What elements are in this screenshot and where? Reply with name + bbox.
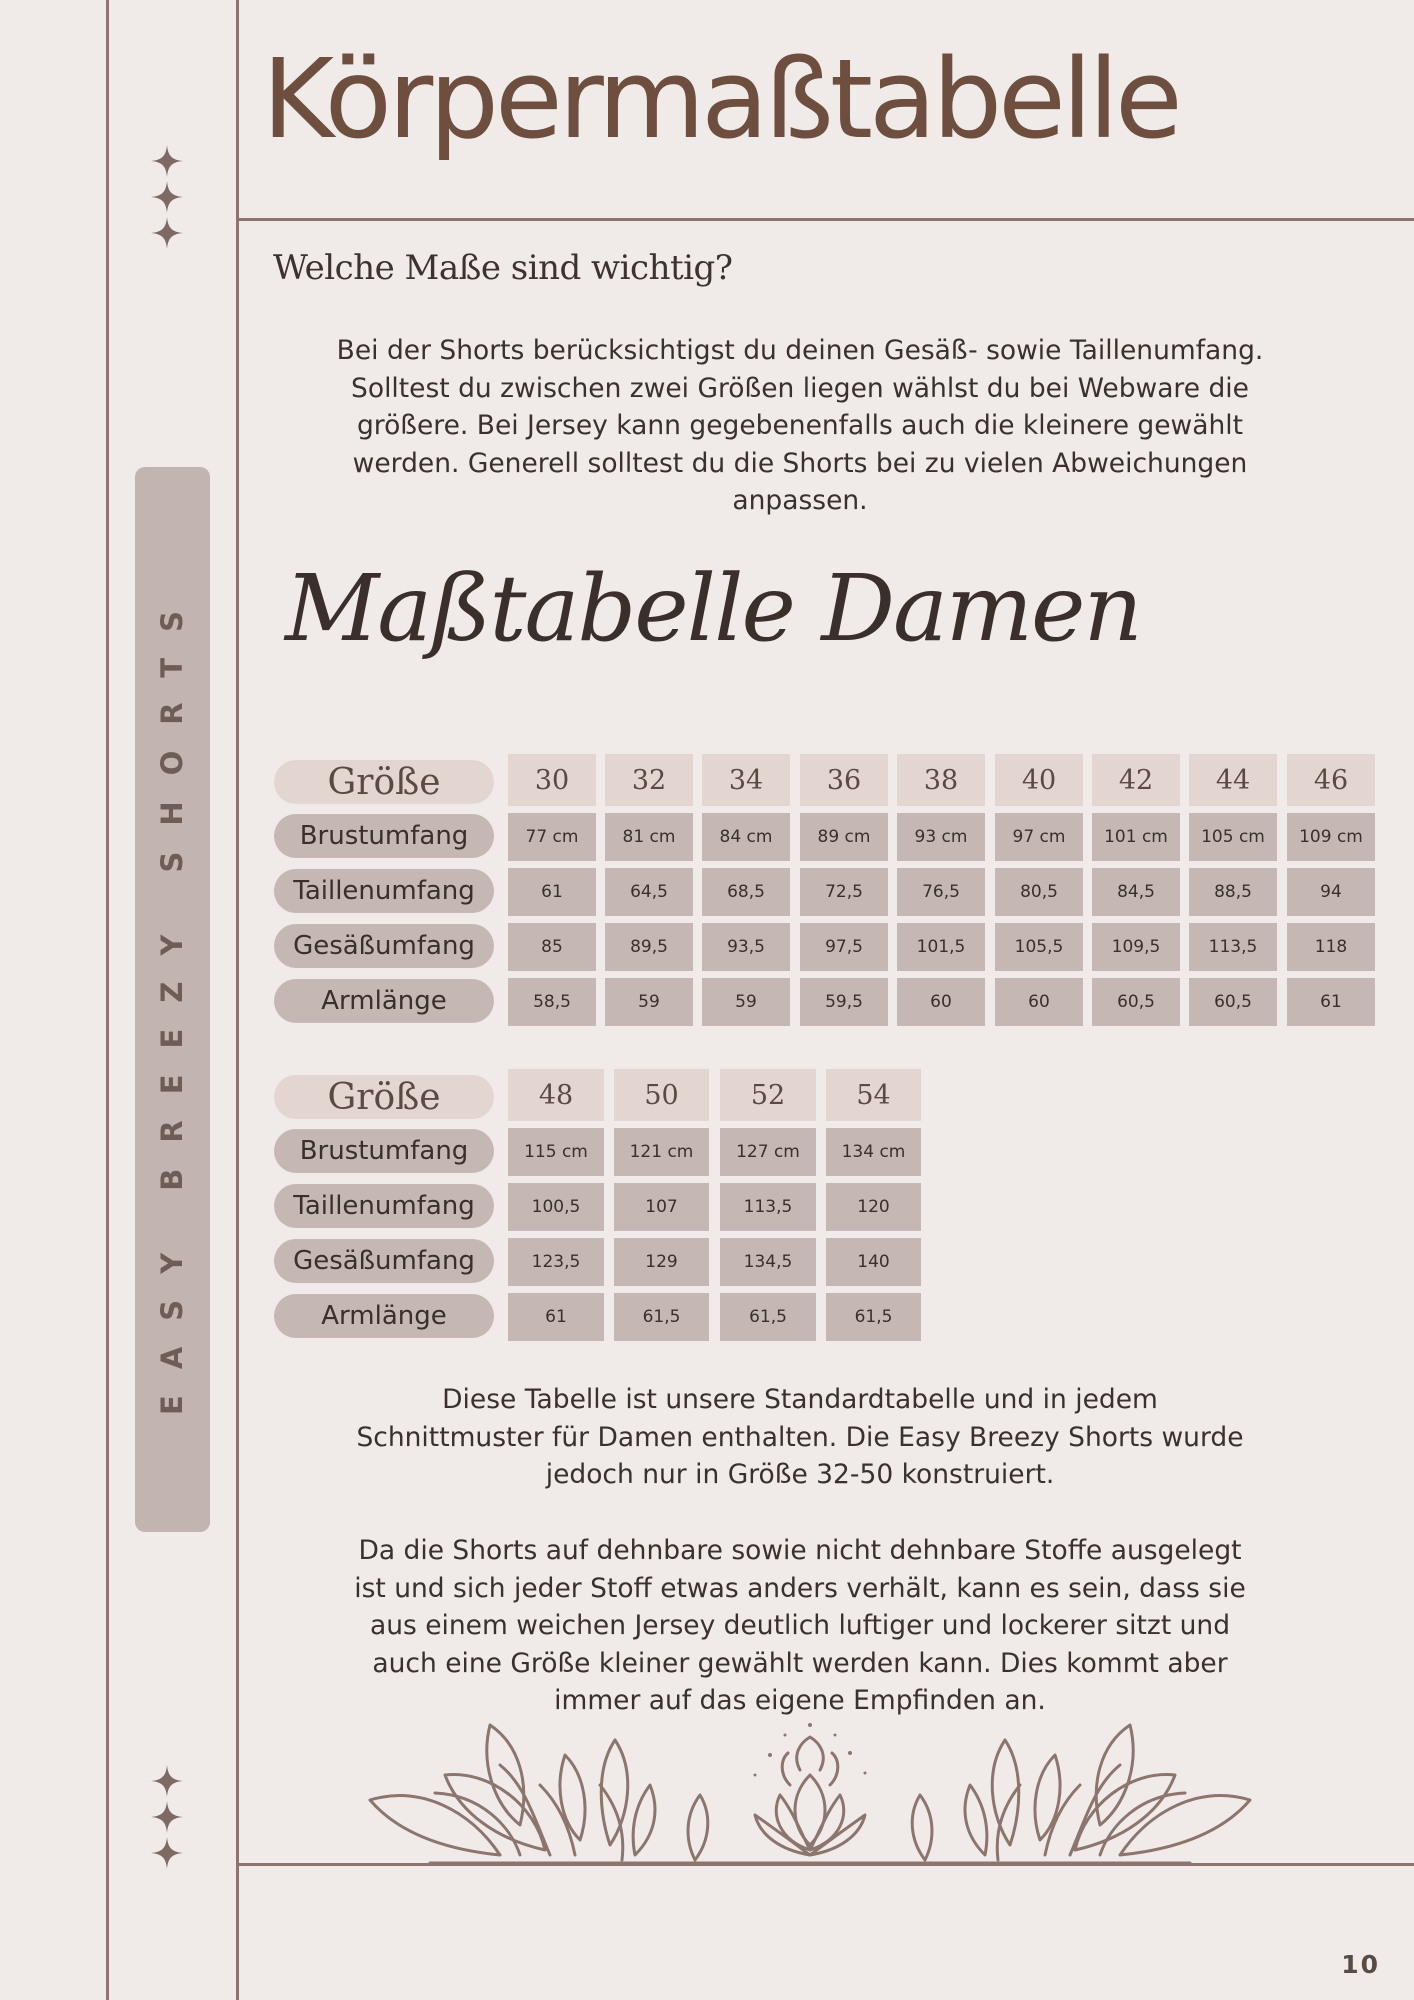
sparkle-icon	[151, 181, 183, 213]
page-number: 10	[1341, 1950, 1380, 1979]
title-divider	[236, 218, 1414, 221]
table-cell: 61,5	[614, 1293, 709, 1341]
table-cell: 134 cm	[826, 1128, 921, 1176]
size-header-cell: 32	[605, 754, 693, 806]
row-label-arm: Armlänge	[274, 1294, 494, 1338]
note-line: Diese Tabelle ist unsere Standardtabelle und in jedem	[442, 1384, 1158, 1415]
row-label-hip: Gesäßumfang	[274, 924, 494, 968]
table-cell: 121 cm	[614, 1128, 709, 1176]
frame-right-line	[236, 0, 239, 2000]
table-cell: 93 cm	[897, 813, 985, 861]
row-label-arm: Armlänge	[274, 979, 494, 1023]
table-cell: 113,5	[1189, 923, 1277, 971]
note-line: immer auf das eigene Empfinden an.	[554, 1685, 1046, 1716]
table-cell: 61	[1287, 978, 1375, 1026]
size-header-cell: 54	[826, 1069, 921, 1121]
size-header-cell: 40	[995, 754, 1083, 806]
table-cell: 58,5	[508, 978, 596, 1026]
row-label-size: Größe	[274, 1075, 494, 1119]
table-cell: 88,5	[1189, 868, 1277, 916]
table-cell: 59	[605, 978, 693, 1026]
sparkle-icon	[151, 145, 183, 177]
table-cell: 109,5	[1092, 923, 1180, 971]
table-cell: 85	[508, 923, 596, 971]
row-label-size: Größe	[274, 760, 494, 804]
table-cell: 129	[614, 1238, 709, 1286]
note-line: ist und sich jeder Stoff etwas anders verhält, kann es sein, dass sie	[354, 1572, 1246, 1604]
sparkle-icon	[151, 217, 183, 249]
sparkle-icon	[151, 1837, 183, 1869]
note-paragraph-2	[280, 1532, 1320, 1720]
table-cell: 64,5	[605, 868, 693, 916]
table-cell: 115 cm	[508, 1128, 604, 1176]
row-label-chest: Brustumfang	[274, 1129, 494, 1173]
sparkles-top	[147, 145, 187, 253]
table-cell: 97,5	[800, 923, 888, 971]
table-cell: 109 cm	[1287, 813, 1375, 861]
table-cell: 134,5	[720, 1238, 816, 1286]
note-paragraph-1	[280, 1381, 1320, 1494]
size-header-cell: 42	[1092, 754, 1180, 806]
table-cell: 105,5	[995, 923, 1083, 971]
table-cell: 93,5	[702, 923, 790, 971]
intro-line: größere. Bei Jersey kann gegebenenfalls auch die kleinere gewählt	[356, 410, 1244, 441]
table-cell: 118	[1287, 923, 1375, 971]
sparkle-icon	[151, 1765, 183, 1797]
table-cell: 68,5	[702, 868, 790, 916]
table-cell: 107	[614, 1183, 709, 1231]
table-cell: 72,5	[800, 868, 888, 916]
sparkle-icon	[151, 1801, 183, 1833]
size-header-cell: 52	[720, 1069, 816, 1121]
table-cell: 76,5	[897, 868, 985, 916]
table-cell: 84 cm	[702, 813, 790, 861]
row-label-waist: Taillenumfang	[274, 869, 494, 913]
frame-left-line	[106, 0, 109, 2000]
table-cell: 60	[897, 978, 985, 1026]
table-cell: 80,5	[995, 868, 1083, 916]
table-cell: 120	[826, 1183, 921, 1231]
size-header-cell: 50	[614, 1069, 709, 1121]
row-label-chest: Brustumfang	[274, 814, 494, 858]
size-header-cell: 44	[1189, 754, 1277, 806]
intro-paragraph	[280, 332, 1320, 520]
table-cell: 84,5	[1092, 868, 1180, 916]
intro-line: Bei der Shorts berücksichtigst du deinen Gesäß- sowie Taillenumfang.	[336, 335, 1264, 366]
table-cell: 60	[995, 978, 1083, 1026]
table-cell: 123,5	[508, 1238, 604, 1286]
table-cell: 59	[702, 978, 790, 1026]
row-label-hip: Gesäßumfang	[274, 1239, 494, 1283]
table-cell: 127 cm	[720, 1128, 816, 1176]
note-line: auch eine Größe kleiner gewählt werden kann. Dies kommt aber	[372, 1647, 1228, 1679]
intro-line: Solltest du zwischen zwei Größen liegen wählst du bei Webware die	[351, 372, 1249, 404]
intro-line: werden. Generell solltest du die Shorts bei zu vielen Abweichungen	[352, 447, 1248, 479]
table-cell: 100,5	[508, 1183, 604, 1231]
size-header-cell: 34	[702, 754, 790, 806]
table-cell: 89 cm	[800, 813, 888, 861]
table-cell: 94	[1287, 868, 1375, 916]
intro-line: anpassen.	[732, 485, 868, 516]
table-cell: 60,5	[1189, 978, 1277, 1026]
table-cell: 140	[826, 1238, 921, 1286]
size-header-cell: 46	[1287, 754, 1375, 806]
table-cell: 59,5	[800, 978, 888, 1026]
table-cell: 61,5	[826, 1293, 921, 1341]
table-cell: 101,5	[897, 923, 985, 971]
subtitle: Welche Maße sind wichtig?	[273, 248, 733, 288]
table-cell: 89,5	[605, 923, 693, 971]
section-title: Maßtabelle Damen	[285, 555, 1141, 662]
size-header-cell: 48	[508, 1069, 604, 1121]
page-title: Körpermaßtabelle	[262, 35, 1179, 163]
note-line: Schnittmuster für Damen enthalten. Die Easy Breezy Shorts wurde	[356, 1421, 1244, 1453]
table-cell: 81 cm	[605, 813, 693, 861]
size-header-cell: 36	[800, 754, 888, 806]
table-cell: 61	[508, 868, 596, 916]
table-cell: 101 cm	[1092, 813, 1180, 861]
table-cell: 105 cm	[1189, 813, 1277, 861]
table-cell: 61	[508, 1293, 604, 1341]
row-label-waist: Taillenumfang	[274, 1184, 494, 1228]
note-line: aus einem weichen Jersey deutlich luftiger und lockerer sitzt und	[369, 1610, 1231, 1641]
table-cell: 60,5	[1092, 978, 1180, 1026]
table-cell: 61,5	[720, 1293, 816, 1341]
floral-ornament-icon	[360, 1715, 1260, 1870]
size-header-cell: 30	[508, 754, 596, 806]
table-cell: 113,5	[720, 1183, 816, 1231]
note-line: Da die Shorts auf dehnbare sowie nicht dehnbare Stoffe ausgelegt	[358, 1535, 1242, 1566]
side-label-text: EASY BREEZY SHORTS	[155, 585, 189, 1415]
size-header-cell: 38	[897, 754, 985, 806]
sparkles-bottom	[147, 1765, 187, 1873]
table-cell: 97 cm	[995, 813, 1083, 861]
note-line: jedoch nur in Größe 32-50 konstruiert.	[545, 1459, 1055, 1490]
table-cell: 77 cm	[508, 813, 596, 861]
